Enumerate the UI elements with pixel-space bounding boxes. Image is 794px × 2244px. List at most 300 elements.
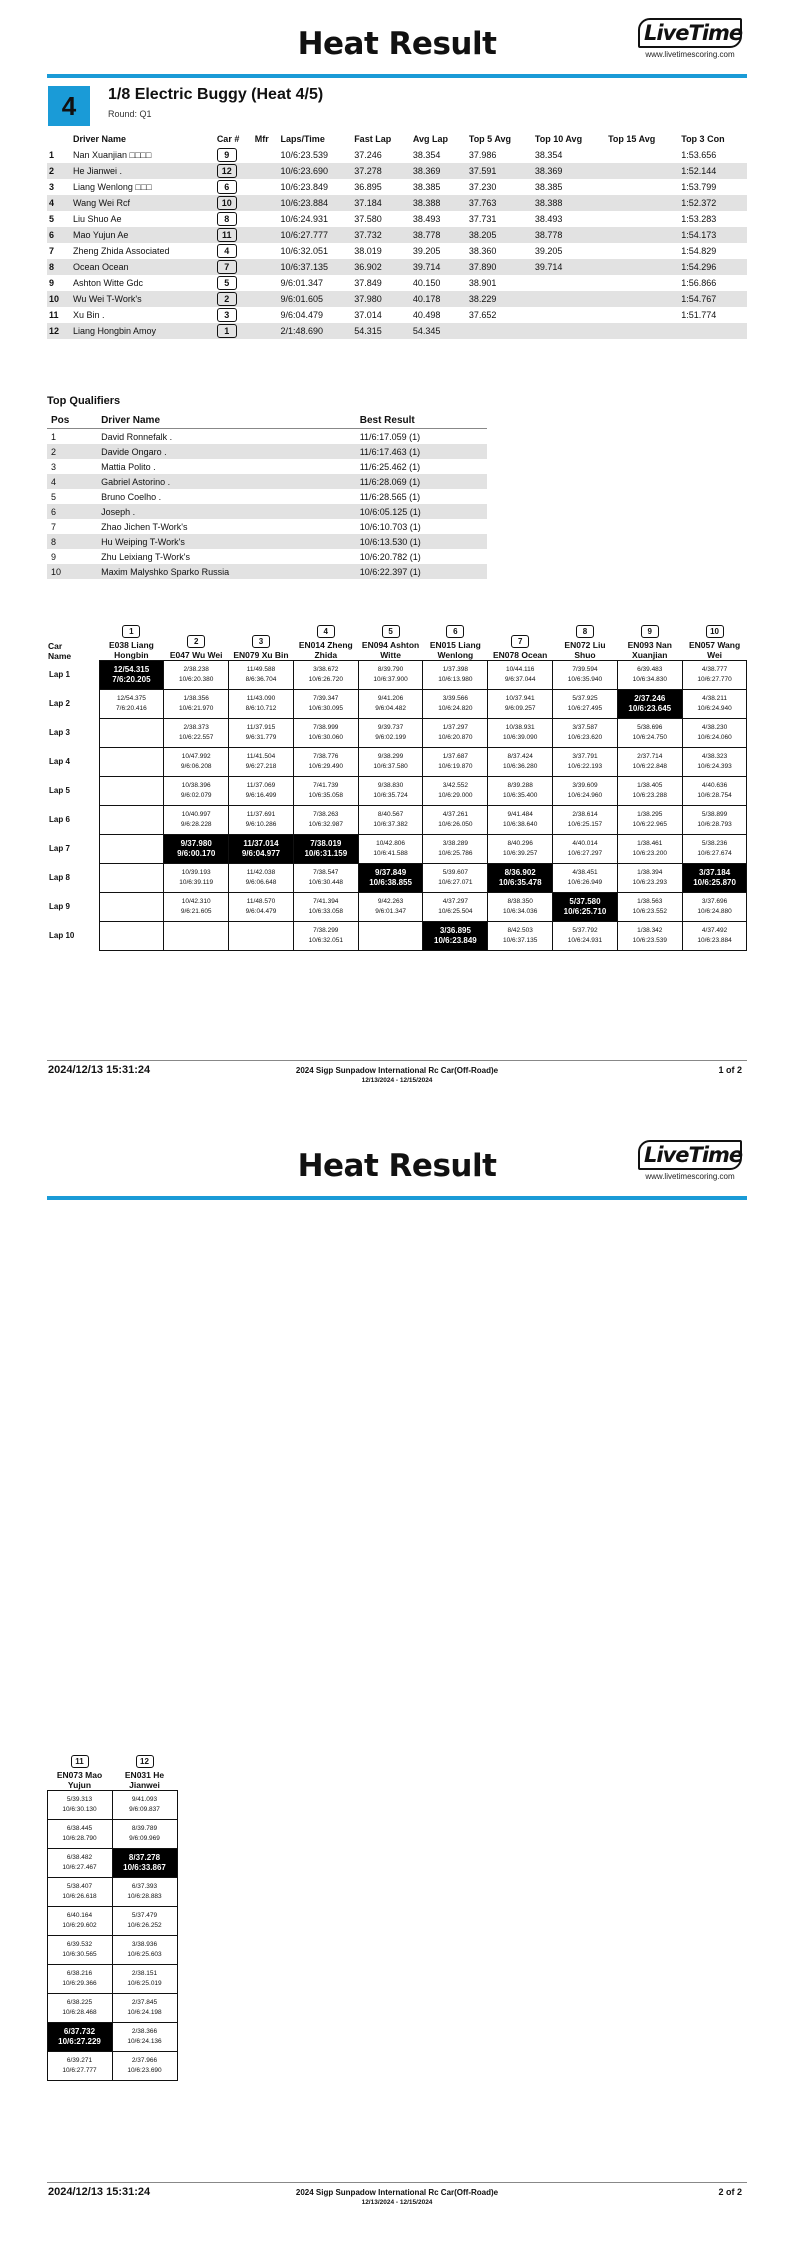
lap-cell xyxy=(112,2023,177,2052)
table-cell: Liu Shuo Ae xyxy=(73,214,122,224)
lap-total: 10/6:28.468 xyxy=(62,2009,97,2016)
heat-title: 1/8 Electric Buggy (Heat 4/5) xyxy=(108,86,324,103)
table-cell: 38.354 xyxy=(412,150,441,160)
car-number-badge: 6 xyxy=(446,625,464,638)
lap-cell-empty xyxy=(99,748,164,777)
lap-cell xyxy=(682,806,747,835)
lap-total: 9/6:02.199 xyxy=(375,734,406,741)
lap-total: 10/6:35.058 xyxy=(308,792,343,799)
lap-time: 10/47.992 xyxy=(181,753,211,760)
lap-label: Lap 9 xyxy=(49,902,70,911)
lap-total: 9/6:37.044 xyxy=(504,676,536,683)
lap-cell xyxy=(488,777,553,806)
lap-time: 9/38.830 xyxy=(377,782,404,789)
footer-divider xyxy=(47,1060,747,1061)
lap-cell xyxy=(112,1907,177,1936)
table-cell xyxy=(606,307,679,323)
lap-total: 10/6:41.588 xyxy=(373,850,408,857)
table-cell: 10/6:23.884 xyxy=(278,195,352,211)
lap-time: 11/37.014 xyxy=(243,839,279,848)
lap-cell xyxy=(164,690,229,719)
table-cell xyxy=(606,291,679,307)
table-cell: 38.360 xyxy=(468,246,497,256)
lap-total: 10/6:39.119 xyxy=(179,879,214,886)
header-divider xyxy=(47,74,747,78)
lap-time: 2/38.366 xyxy=(131,2028,158,2035)
lap-time: 6/39.532 xyxy=(66,1941,93,1948)
table-cell: 38.385 xyxy=(534,182,563,192)
lap-total: 10/6:37.580 xyxy=(373,763,408,770)
lap-total: 10/6:24.393 xyxy=(697,763,732,770)
lap-time: 8/38.350 xyxy=(507,898,533,905)
lap-time: 12/54.315 xyxy=(113,665,150,674)
car-number-badge: 4 xyxy=(317,625,335,638)
lap-row xyxy=(47,1907,177,1936)
lap-cell xyxy=(358,690,423,719)
lap-cell xyxy=(682,777,747,806)
lap-time: 5/38.899 xyxy=(701,811,728,818)
lap-cell xyxy=(617,893,682,922)
results-col-header: Mfr xyxy=(254,134,269,144)
lap-cell xyxy=(358,777,423,806)
lap-cell xyxy=(617,777,682,806)
lap-cell xyxy=(164,777,229,806)
table-cell: 1:54.296 xyxy=(679,259,747,275)
lap-cell xyxy=(423,748,488,777)
lap-time: 6/39.271 xyxy=(66,2057,93,2064)
table-row xyxy=(47,564,487,579)
lap-time: 5/37.925 xyxy=(572,695,598,702)
driver-column-header xyxy=(47,1752,112,1791)
driver-name: EN094 Ashton Witte xyxy=(361,640,420,660)
lap-time: 3/42.552 xyxy=(442,782,469,789)
lap-total: 10/6:29.490 xyxy=(308,763,343,770)
lap-total: 10/6:27.071 xyxy=(438,879,473,886)
table-cell: 1:56.866 xyxy=(681,278,717,288)
lap-total: 10/6:38.640 xyxy=(503,821,538,828)
lap-total: 7/6:20.205 xyxy=(112,675,151,684)
lap-cell xyxy=(229,661,294,690)
lap-cell xyxy=(553,864,618,893)
lap-time: 4/40.014 xyxy=(572,840,598,847)
lap-time: 4/38.777 xyxy=(701,666,728,673)
lap-total: 10/6:39.090 xyxy=(503,734,538,741)
lap-cell xyxy=(488,748,553,777)
lap-time: 11/37.915 xyxy=(246,724,276,731)
table-cell xyxy=(606,259,679,275)
results-col-header xyxy=(47,131,71,147)
top-qualifiers-header-row xyxy=(47,412,487,429)
footer-date-range: 12/13/2024 - 12/15/2024 xyxy=(361,1077,433,1084)
footer-page-number: 1 of 2 xyxy=(718,1065,742,1075)
lap-cell xyxy=(553,719,618,748)
lap-time: 2/38.238 xyxy=(183,666,209,673)
heat-round: Round: Q1 xyxy=(108,109,152,119)
lap-total: 10/6:28.790 xyxy=(62,1835,97,1842)
table-cell: 3 xyxy=(51,461,57,472)
lap-time: 10/38.396 xyxy=(181,782,211,789)
header-divider xyxy=(47,1196,747,1200)
table-cell: 2 xyxy=(47,163,71,179)
lap-total: 10/6:23.620 xyxy=(567,734,603,741)
lap-cell xyxy=(293,690,358,719)
lap-cell xyxy=(358,893,423,922)
table-cell: 10/6:20.782 (1) xyxy=(359,551,421,562)
table-cell: 9/6:04.479 xyxy=(280,310,324,320)
lap-label: Lap 10 xyxy=(49,931,75,940)
lap-cell xyxy=(617,661,682,690)
table-cell xyxy=(215,211,253,227)
lap-total: 9/6:27.218 xyxy=(245,763,277,770)
car-number-badge: 2 xyxy=(217,292,237,306)
lap-time: 5/38.236 xyxy=(701,840,728,847)
lap-cell xyxy=(293,864,358,893)
lap-cell-empty xyxy=(99,835,164,864)
table-row xyxy=(47,147,747,163)
driver-name: E038 Liang Hongbin xyxy=(108,640,154,660)
table-cell xyxy=(253,227,279,243)
table-cell xyxy=(215,259,253,275)
table-cell: Ashton Witte Gdc xyxy=(73,278,144,288)
lap-time: 8/42.503 xyxy=(507,927,533,934)
table-row xyxy=(47,429,487,445)
lap-time: 7/39.347 xyxy=(313,695,339,702)
table-cell xyxy=(215,291,253,307)
lap-time: 3/39.609 xyxy=(572,782,598,789)
lap-total: 10/6:35.478 xyxy=(498,878,542,887)
lap-cell xyxy=(488,719,553,748)
table-cell xyxy=(215,243,253,259)
table-cell: 2 xyxy=(47,444,97,459)
table-cell: 1:53.283 xyxy=(681,214,717,224)
table-cell xyxy=(606,227,679,243)
results-col-header: Top 5 Avg xyxy=(468,134,512,144)
lap-cell xyxy=(112,1878,177,1907)
lap-time: 4/38.451 xyxy=(572,869,598,876)
lap-cell-empty xyxy=(358,922,423,951)
footer-date-range: 12/13/2024 - 12/15/2024 xyxy=(361,2199,433,2206)
lap-header-label xyxy=(47,622,99,661)
lap-cell xyxy=(47,1878,112,1907)
footer-event: 2024 Sigp Sunpadow International Rc Car(Off-Road)e xyxy=(295,2188,499,2197)
lap-cell xyxy=(488,864,553,893)
table-cell xyxy=(253,211,279,227)
lap-cell xyxy=(423,835,488,864)
lap-cell xyxy=(358,748,423,777)
lap-total: 10/6:22.557 xyxy=(179,734,214,741)
lap-time: 11/42.038 xyxy=(246,869,276,876)
table-cell: 1:54.829 xyxy=(681,246,717,256)
table-cell: 1:52.372 xyxy=(679,195,747,211)
table-cell: 37.763 xyxy=(467,195,533,211)
lap-time: 3/38.289 xyxy=(442,840,469,847)
table-cell: 36.902 xyxy=(352,259,411,275)
lap-time: 10/40.997 xyxy=(181,811,211,818)
table-cell: 1:54.767 xyxy=(679,291,747,307)
driver-name: EN093 Nan Xuanjian xyxy=(627,640,672,660)
table-cell xyxy=(253,259,279,275)
table-cell xyxy=(215,227,253,243)
lap-cell xyxy=(617,719,682,748)
lap-total: 9/6:28.228 xyxy=(180,821,212,828)
table-cell: 10/6:37.135 xyxy=(278,259,352,275)
table-cell: 38.205 xyxy=(467,227,533,243)
lap-cell xyxy=(112,1994,177,2023)
results-col-header: Top 3 Con xyxy=(681,134,725,144)
lap-cell xyxy=(682,893,747,922)
lap-cell xyxy=(423,893,488,922)
lap-cell xyxy=(617,835,682,864)
lap-cell xyxy=(47,1965,112,1994)
table-cell: 11/6:28.565 (1) xyxy=(359,491,421,502)
lap-time: 9/41.206 xyxy=(377,695,404,702)
lap-time: 3/39.566 xyxy=(442,695,469,702)
lap-time: 11/43.090 xyxy=(246,695,276,702)
lap-row xyxy=(47,661,747,690)
lap-time: 6/38.216 xyxy=(66,1970,93,1977)
lap-cell xyxy=(488,661,553,690)
lap-total: 10/6:24.940 xyxy=(697,705,732,712)
page-title: Heat Result xyxy=(297,1148,497,1184)
lap-time: 2/37.714 xyxy=(637,753,663,760)
lap-time: 9/42.263 xyxy=(377,898,404,905)
lap-row xyxy=(47,1820,177,1849)
table-cell: 5 xyxy=(49,214,55,224)
lap-time: 7/38.999 xyxy=(313,724,339,731)
lap-total: 10/6:27.777 xyxy=(62,2067,97,2074)
results-table xyxy=(47,131,747,339)
lap-cell xyxy=(682,748,747,777)
lap-cell xyxy=(229,690,294,719)
table-cell: 36.895 xyxy=(354,182,382,192)
table-cell: 54.345 xyxy=(411,323,467,339)
table-cell: 4 xyxy=(47,195,71,211)
car-number-badge: 10 xyxy=(217,196,237,210)
table-cell: 10/6:23.690 xyxy=(278,163,352,179)
lap-time: 3/38.936 xyxy=(131,1941,158,1948)
table-cell xyxy=(253,275,279,291)
table-cell: Maxim Malyshko Sparko Russia xyxy=(97,564,356,579)
lap-cell xyxy=(617,806,682,835)
table-cell: 1 xyxy=(51,431,57,442)
table-cell xyxy=(606,147,679,163)
lap-total: 9/6:01.347 xyxy=(375,908,406,915)
footer-divider xyxy=(47,2182,747,2183)
lap-time: 9/37.980 xyxy=(180,839,212,848)
table-cell: 37.732 xyxy=(352,227,411,243)
lap-cell xyxy=(423,661,488,690)
lap-cell xyxy=(617,690,682,719)
car-number-badge: 1 xyxy=(122,625,140,638)
lap-time: 8/39.789 xyxy=(131,1825,158,1832)
table-cell xyxy=(215,147,253,163)
lap-time: 3/38.672 xyxy=(313,666,339,673)
lap-time: 6/37.393 xyxy=(131,1883,158,1890)
table-cell: 1:54.173 xyxy=(679,227,747,243)
table-cell: 10/6:24.931 xyxy=(280,214,329,224)
lap-cell xyxy=(164,661,229,690)
top-qualifiers-col-header: Pos xyxy=(47,412,97,429)
table-cell: 11 xyxy=(49,310,59,320)
lap-total: 10/6:27.674 xyxy=(697,850,732,857)
lap-cell xyxy=(488,806,553,835)
table-cell: 39.205 xyxy=(412,246,441,256)
lap-time: 1/38.356 xyxy=(183,695,209,702)
lap-time: 4/37.492 xyxy=(701,927,728,934)
lap-cell xyxy=(423,806,488,835)
lap-total: 10/6:27.770 xyxy=(697,676,732,683)
car-number-badge: 2 xyxy=(187,635,205,648)
lap-time: 1/37.398 xyxy=(442,666,469,673)
table-cell: 37.986 xyxy=(468,150,497,160)
lap-total: 10/6:28.793 xyxy=(697,821,732,828)
lap-cell xyxy=(358,719,423,748)
driver-name: EN014 Zheng Zhida xyxy=(298,640,353,660)
top-qualifiers-table xyxy=(47,412,487,579)
lap-time: 7/39.594 xyxy=(572,666,598,673)
driver-name: EN031 He Jianwei xyxy=(124,1770,165,1790)
lap-time: 8/36.902 xyxy=(504,868,536,877)
driver-name: EN057 Wang Wei xyxy=(688,640,741,660)
table-cell: 37.184 xyxy=(352,195,411,211)
lap-time: 6/38.225 xyxy=(66,1999,93,2006)
lap-total: 9/6:31.779 xyxy=(245,734,277,741)
table-row xyxy=(47,549,487,564)
lap-cell xyxy=(553,806,618,835)
lap-total: 10/6:22.965 xyxy=(632,821,667,828)
lap-row xyxy=(47,806,747,835)
table-cell: 38.354 xyxy=(534,150,563,160)
table-cell: 1:53.799 xyxy=(681,182,717,192)
table-cell: 38.901 xyxy=(468,278,497,288)
lap-total: 10/6:29.366 xyxy=(62,1980,97,1987)
lap-total: 10/6:25.710 xyxy=(563,907,607,916)
table-cell: 38.493 xyxy=(412,214,441,224)
lap-cell xyxy=(358,864,423,893)
lap-cell xyxy=(553,748,618,777)
lap-total: 10/6:24.136 xyxy=(127,2038,162,2045)
lap-time: 5/37.792 xyxy=(572,927,598,934)
lap-total: 9/6:06.648 xyxy=(245,879,277,886)
top-qualifiers-col-header: Driver Name xyxy=(97,412,356,429)
lap-label: Lap 4 xyxy=(49,757,70,766)
lap-time: 1/38.295 xyxy=(637,811,663,818)
lap-time: 5/39.313 xyxy=(66,1796,93,1803)
results-col-header: Top 15 Avg xyxy=(608,134,656,144)
car-number-badge: 9 xyxy=(217,148,237,162)
lap-row xyxy=(47,719,747,748)
lap-cell xyxy=(682,835,747,864)
lap-row xyxy=(47,1936,177,1965)
lap-total: 9/6:09.969 xyxy=(129,1835,160,1842)
lap-cell xyxy=(229,777,294,806)
lap-cell-empty xyxy=(99,864,164,893)
results-body xyxy=(47,147,747,339)
logo-text: LiveTime xyxy=(638,18,742,48)
driver-name: EN079 Xu Bin xyxy=(233,650,289,660)
lap-cell xyxy=(553,835,618,864)
table-cell: 10/6:05.125 (1) xyxy=(356,504,487,519)
car-number-badge: 11 xyxy=(71,1755,89,1768)
logo-url: www.livetimescoring.com xyxy=(645,1172,735,1181)
lap-total: 10/6:32.051 xyxy=(308,937,343,944)
table-row xyxy=(47,307,747,323)
lap-cell xyxy=(112,2052,177,2081)
lap-cell xyxy=(293,777,358,806)
footer-date: 2024/12/13 15:31:24 xyxy=(48,1064,151,1076)
lap-cell xyxy=(229,835,294,864)
table-cell xyxy=(606,243,679,259)
lap-total: 10/6:30.448 xyxy=(308,879,343,886)
lap-cell xyxy=(682,661,747,690)
page-title: Heat Result xyxy=(297,26,497,62)
lap-cell xyxy=(229,719,294,748)
lap-cell xyxy=(99,690,164,719)
lap-time: 10/38.931 xyxy=(505,724,535,731)
lap-total: 10/6:30.060 xyxy=(308,734,343,741)
table-cell: 38.778 xyxy=(411,227,467,243)
table-cell: 1 xyxy=(49,150,55,160)
table-cell: Wang Wei Rcf xyxy=(71,195,215,211)
lap-time: 1/38.461 xyxy=(637,840,663,847)
table-cell xyxy=(533,275,606,291)
lap-time: 2/38.151 xyxy=(131,1970,158,1977)
lap-time: 5/37.580 xyxy=(569,897,601,906)
lap-cell xyxy=(423,922,488,951)
lap-time: 4/38.323 xyxy=(701,753,728,760)
lap-total: 10/6:27.229 xyxy=(58,2037,101,2046)
lap-total: 9/6:04.977 xyxy=(241,849,281,858)
lap-cell xyxy=(47,1936,112,1965)
driver-column-header xyxy=(112,1752,177,1791)
table-cell: 38.388 xyxy=(411,195,467,211)
lap-time: 6/37.732 xyxy=(63,2027,96,2036)
table-cell xyxy=(606,179,679,195)
lap-total: 10/6:23.645 xyxy=(628,704,672,713)
table-cell: Bruno Coelho . xyxy=(101,491,162,502)
driver-column-header xyxy=(553,622,618,661)
table-cell: 40.150 xyxy=(412,278,441,288)
lap-time: 7/38.019 xyxy=(310,839,342,848)
table-row xyxy=(47,474,487,489)
lap-total: 10/6:20.380 xyxy=(179,676,214,683)
lap-total: 10/6:24.960 xyxy=(567,792,603,799)
lap-total: 10/6:35.400 xyxy=(503,792,538,799)
car-number-badge: 5 xyxy=(382,625,400,638)
lap-row xyxy=(47,1791,177,1820)
lap-total: 9/6:06.208 xyxy=(180,763,212,770)
lap-time: 4/38.230 xyxy=(701,724,728,731)
table-cell: Joseph . xyxy=(97,504,356,519)
lap-time: 7/38.263 xyxy=(313,811,339,818)
table-cell: 10/6:22.397 (1) xyxy=(356,564,487,579)
table-cell xyxy=(606,195,679,211)
table-cell xyxy=(606,163,679,179)
lap-cell xyxy=(553,661,618,690)
lap-row xyxy=(47,1965,177,1994)
lap-cell xyxy=(164,806,229,835)
table-cell: 9 xyxy=(49,278,55,288)
lap-row xyxy=(47,922,747,951)
table-cell xyxy=(606,323,679,339)
car-number-badge: 7 xyxy=(217,260,237,274)
lap-header-row xyxy=(47,1752,177,1791)
table-cell xyxy=(253,307,279,323)
car-number-badge: 10 xyxy=(706,625,724,638)
table-cell: 40.498 xyxy=(412,310,441,320)
lap-cell xyxy=(553,690,618,719)
table-cell xyxy=(253,179,279,195)
